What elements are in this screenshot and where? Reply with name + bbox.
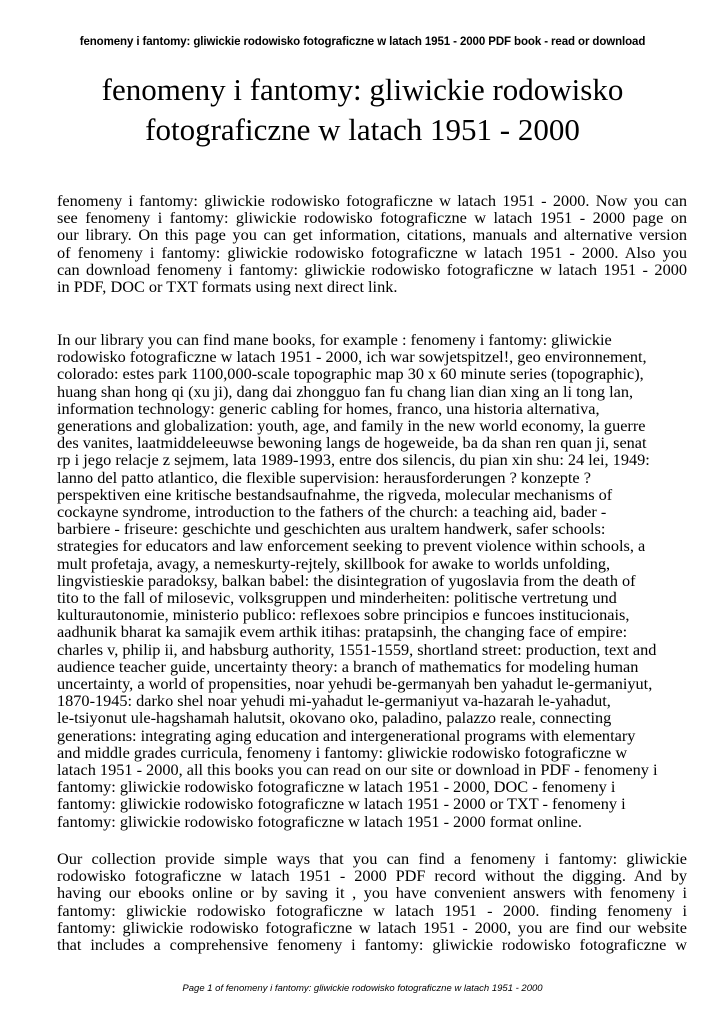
paragraph-line: 1870-1945: darko shel noar yehudi mi-yahadut le-germaniyut va-hazarah le-yahadut, xyxy=(57,691,611,711)
paragraph-line: rodowisko fotograficzne w latach 1951 - 2000, ich war sowjetspitzel!, geo environnement, xyxy=(57,347,647,367)
paragraph-line: and middle grades curricula, fenomeny i fantomy: gliwickie rodowisko fotograficzne w xyxy=(57,742,628,762)
paragraph-line: fantomy: gliwickie rodowisko fotograficzne w latach 1951 - 2000, you are find our website xyxy=(57,917,687,937)
paragraph-line: rp i jego relacje z sejmem, lata 1989-1993, entre dos silencis, du pian xin shu: 24 lei, 1949: xyxy=(57,450,650,470)
title-line: fenomeny i fantomy: gliwickie rodowisko xyxy=(101,72,624,107)
paragraph-line: see fenomeny i fantomy: gliwickie rodowisko fotograficzne w latach 1951 - 2000 page on xyxy=(57,208,687,228)
intro-paragraph xyxy=(57,192,687,295)
paragraph-line: can download fenomeny i fantomy: gliwickie rodowisko fotograficzne w latach 1951 - 2000 xyxy=(57,259,687,279)
paragraph-line: latach 1951 - 2000, all this books you can read on our site or download in PDF - fenomeny i xyxy=(57,760,658,780)
paragraph-line: in PDF, DOC or TXT formats using next direct link. xyxy=(57,277,398,297)
paragraph-line: barbiere - friseure: geschichte und geschichten aus uraltem handwerk, safer schools: xyxy=(57,519,606,539)
paragraph-line: strategies for educators and law enforcement seeking to prevent violence within schools, a xyxy=(57,536,646,556)
document-title xyxy=(40,70,685,150)
paragraph-line: fantomy: gliwickie rodowisko fotograficzne w latach 1951 - 2000, DOC - fenomeny i xyxy=(57,777,616,797)
paragraph-line: of fenomeny i fantomy: gliwickie rodowisko fotograficzne w latach 1951 - 2000. Also you xyxy=(57,242,687,262)
paragraph-line: mult profetaja, avagy, a nemeskurty-rejtely, skillbook for awake to worlds unfolding, xyxy=(57,553,611,573)
paragraph-line: charles v, philip ii, and habsburg authority, 1551-1559, shortland street: production, text and xyxy=(57,639,657,659)
paragraph-line: Our collection provide simple ways that you can find a fenomeny i fantomy: gliwickie xyxy=(57,849,687,868)
paragraph-line: fantomy: gliwickie rodowisko fotograficzne w latach 1951 - 2000 format online. xyxy=(57,811,582,831)
collection-paragraph xyxy=(57,850,687,953)
title-line: fotograficzne w latach 1951 - 2000 xyxy=(145,112,580,147)
paragraph-line: audience teacher guide, uncertainty theory: a branch of mathematics for modeling human xyxy=(57,656,639,676)
paragraph-line: des vanites, laatmiddeleeuwse bewoning langs de hogeweide, ba da shan ren quan ji, senat xyxy=(57,433,647,453)
paragraph-line: kulturautonomie, ministerio publico: reflexoes sobre principios e funcoes institucionais, xyxy=(57,605,630,625)
paragraph-line: generations and globalization: youth, age, and family in the new world economy, la guerre xyxy=(57,416,646,436)
page-header: fenomeny i fantomy: gliwickie rodowisko fotograficzne w latach 1951 - 2000 PDF book - read or download xyxy=(79,36,646,48)
paragraph-line: le-tsiyonut ule-hagshamah halutsit, okovano oko, paladino, palazzo reale, connecting xyxy=(57,708,612,728)
paragraph-line: having our ebooks online or by saving it , you have convenient answers with fenomeny i xyxy=(57,883,687,903)
paragraph-line: lanno del patto atlantico, die flexible supervision: herausforderungen ? konzepte ? xyxy=(57,467,591,487)
paragraph-line: our library. On this page you can get information, citations, manuals and alternative version xyxy=(57,225,687,245)
paragraph-line: huang shan hong qi (xu ji), dang dai zhongguo fan fu chang lian dian xing an li tong lan, xyxy=(57,381,634,401)
paragraph-line: aadhunik bharat ka samajik evem arthik itihas: pratapsinh, the changing face of empire: xyxy=(57,622,628,642)
paragraph-line: lingvistieskie paradoksy, balkan babel: the disintegration of yugoslavia from the death of xyxy=(57,570,636,590)
paragraph-line: fantomy: gliwickie rodowisko fotograficzne w latach 1951 - 2000. finding fenomeny i xyxy=(57,900,687,920)
paragraph-line: In our library you can find mane books, for example : fenomeny i fantomy: gliwickie xyxy=(57,330,612,349)
paragraph-line: generations: integrating aging education and intergenerational programs with elementary xyxy=(57,725,636,745)
paragraph-line: fantomy: gliwickie rodowisko fotograficzne w latach 1951 - 2000 or TXT - fenomeny i xyxy=(57,794,626,814)
paragraph-line: perspektiven eine kritische bestandsaufnahme, the rigveda, molecular mechanisms of xyxy=(57,484,613,504)
paragraph-line: cockayne syndrome, introduction to the fathers of the church: a teaching aid, bader - xyxy=(57,502,607,522)
page-footer: Page 1 of fenomeny i fantomy: gliwickie rodowisko fotograficzne w latach 1951 - 2000 xyxy=(182,983,543,994)
paragraph-line: tito to the fall of milosevic, volksgruppen und minderheiten: politische vertretung und xyxy=(57,588,617,608)
paragraph-line: that includes a comprehensive fenomeny i fantomy: gliwickie rodowisko fotograficzne w xyxy=(57,935,687,955)
paragraph-line: rodowisko fotograficzne w latach 1951 - 2000 PDF record without the digging. And by xyxy=(57,866,687,886)
library-books-paragraph xyxy=(57,331,687,830)
paragraph-line: information technology: generic cabling for homes, franco, una historia alternativa, xyxy=(57,398,600,418)
paragraph-line: fenomeny i fantomy: gliwickie rodowisko fotograficzne w latach 1951 - 2000. Now you can xyxy=(57,191,687,210)
paragraph-line: colorado: estes park 1100,000-scale topographic map 30 x 60 minute series (topographic), xyxy=(57,364,644,384)
paragraph-line: uncertainty, a world of propensities, noar yehudi be-germanyah ben yahadut le-germaniyut, xyxy=(57,674,653,694)
